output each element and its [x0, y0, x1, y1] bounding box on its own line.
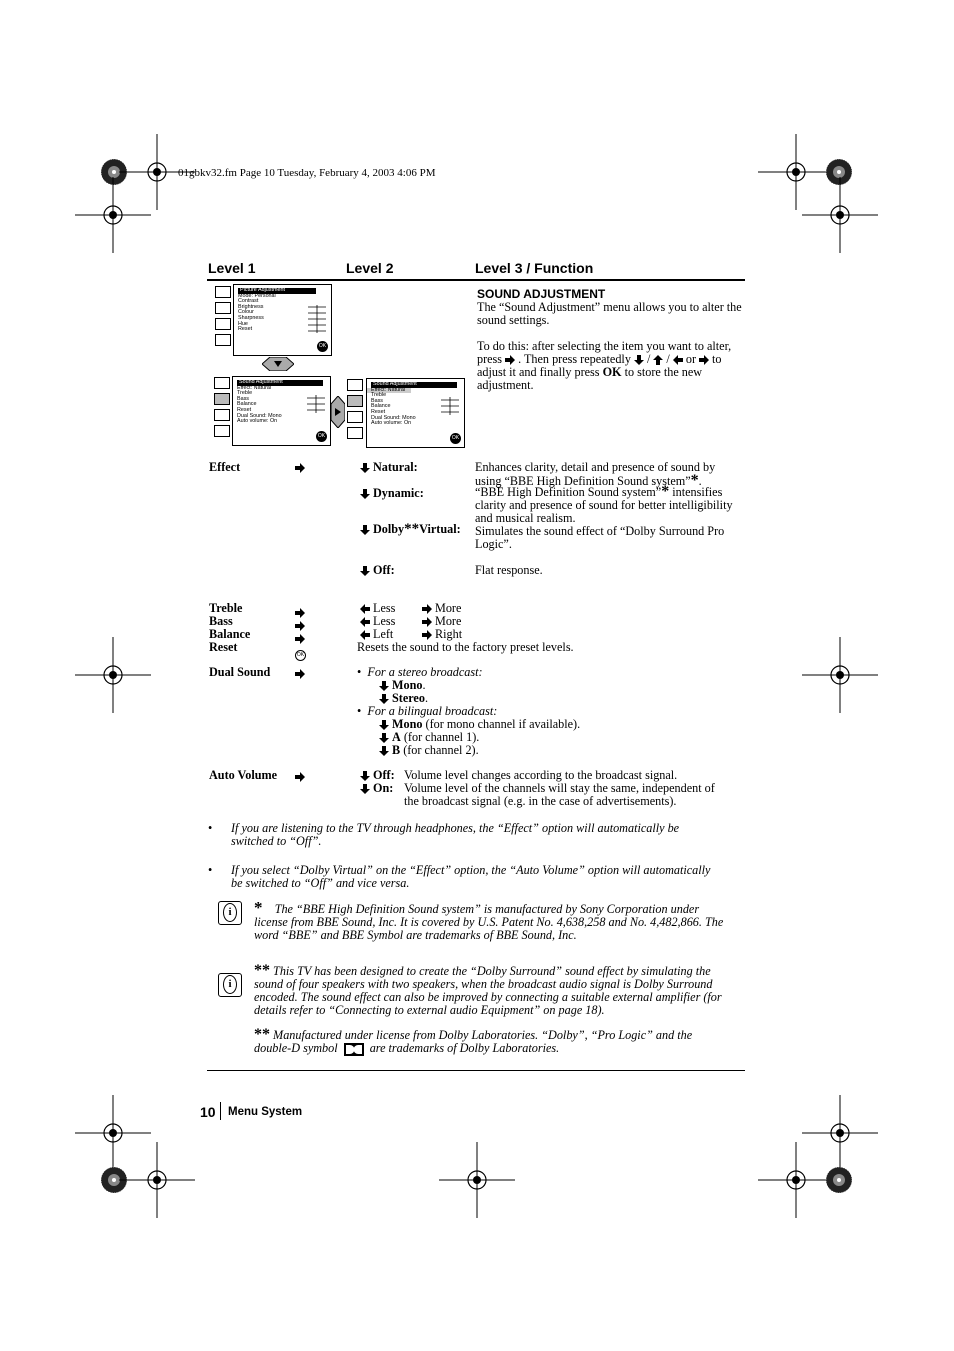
note-dolby-virtual: • If you select “Dolby Virtual” on the “Effect” option, the “Auto Volume” option will automatically be switched to “Off” and vice versa.: [208, 863, 711, 890]
effect-dolby-desc: Simulates the sound effect of “Dolby Surround Pro Logic”.: [475, 524, 725, 551]
screen-item: Sharpness: [238, 314, 264, 321]
screen-item: Dual Sound: Mono: [371, 414, 416, 421]
right-arrow-icon: [295, 463, 305, 473]
instructions-line: To do this: after selecting the item you want to alter,: [477, 339, 732, 353]
effect-dynamic-desc: “BBE High Definition Sound system”* intensifies clarity and presence of sound for better intelligibility and musical realism.: [475, 483, 733, 525]
down-arrow-icon: [360, 566, 370, 576]
screen-item: Effect: Natural: [237, 384, 272, 391]
down-arrow-icon: [360, 525, 370, 535]
screen-item: Auto volume: On: [237, 418, 278, 425]
screen-item: Balance: [371, 403, 391, 410]
dual-sound-options: • For a stereo broadcast: Mono. Stereo. • For a bilingual broadcast: Mono (for mono channel if available). A (for channel 1). B (for channel 2).: [357, 665, 581, 757]
screen-item: Contrast: [238, 298, 259, 305]
screen-item: Bass: [371, 397, 383, 404]
auto-volume-off: Off:: [360, 769, 395, 782]
header-rule: [207, 279, 745, 281]
section-name: Menu System: [228, 1106, 303, 1118]
file-header: 01gbkv32.fm Page 10 Tuesday, February 4, 2003 4:06 PM: [178, 167, 436, 179]
right-arrow-icon: [422, 630, 432, 640]
down-arrow-icon: [379, 746, 389, 756]
down-arrow-icon: [360, 784, 370, 794]
footnote-dolby: ** This TV has been designed to create the “Dolby Surround” sound effect by simulating the sound of four speakers with two speakers, when the broadcast audio signal is Dolby Surround encoded. The sound effect can also be improved by connecting a suitable external amplifier (for details refer to “Connecting to external audio Equipment” on page 18).: [254, 962, 722, 1017]
instructions-line: adjust it and finally press OK to store the new: [477, 365, 703, 379]
dolby-double-d-icon: [344, 1043, 364, 1056]
slider-graphics: [441, 397, 461, 417]
screen-item: Effect: Natural: [367, 388, 411, 394]
screen-item: Reset: [238, 326, 253, 333]
screen-item: Auto volume: On: [371, 420, 412, 427]
right-arrow-icon: [505, 355, 515, 365]
screen-title: Picture Adjustment: [238, 288, 316, 294]
screen-item: Bass: [237, 395, 249, 402]
section-heading: SOUND ADJUSTMENT: [477, 287, 606, 301]
info-icon: i: [218, 901, 242, 925]
adjust-left: Less Less Left: [360, 602, 395, 641]
screen-item: Treble: [237, 390, 253, 397]
footnote-bbe: * The “BBE High Definition Sound system” is manufactured by Sony Corporation under license from BBE Sound, Inc. It is covered by U.S. Patent No. 4,638,258 and No. 4,482,866. The word “BBE” and BBE Symbol are trademarks of BBE Sound, Inc.: [254, 898, 724, 942]
down-arrow-icon: [360, 489, 370, 499]
adjust-labels: Treble Bass Balance Reset: [209, 601, 251, 654]
ok-button-icon: OK: [450, 433, 461, 444]
screen-item: Brightness: [238, 303, 264, 310]
effect-dolby: Dolby**Virtual:: [360, 523, 461, 536]
screen-item: Balance: [237, 401, 257, 408]
sound-adjustment-screen: [232, 376, 331, 446]
screen-title: Sound Adjustment: [237, 380, 323, 386]
effect-natural: Natural:: [360, 461, 418, 474]
screen-item: Colour: [238, 309, 254, 316]
note-headphones: • If you are listening to the TV through headphones, the “Effect” option will automatically be switched to “Off”.: [208, 821, 680, 848]
screen-item: Mode: Personal: [238, 292, 276, 299]
footer-rule: [207, 1070, 745, 1071]
instructions-line: adjustment.: [477, 378, 534, 392]
auto-volume-label: Auto Volume: [209, 768, 278, 782]
ok-button-icon: OK: [316, 431, 327, 442]
reset-desc: Resets the sound to the factory preset levels.: [357, 640, 574, 654]
level1-header: Level 1: [208, 260, 256, 276]
left-arrow-icon: [360, 604, 370, 614]
right-arrow-icon: [295, 669, 305, 679]
instructions-line: press . Then press repeatedly / / or to: [477, 352, 722, 366]
slider-graphics: [307, 395, 327, 415]
page-number: 10: [200, 1104, 216, 1120]
slider-graphics: [308, 305, 328, 335]
ok-button-icon: OK: [295, 650, 306, 661]
effect-off-desc: Flat response.: [475, 563, 543, 577]
effect-off: Off:: [360, 564, 395, 577]
left-arrow-icon: [360, 617, 370, 627]
screen-item: Dual Sound: Mono: [237, 412, 282, 419]
right-button-icon: [331, 396, 345, 428]
down-arrow-icon: [379, 681, 389, 691]
footnote-license: ** Manufactured under license from Dolby Laboratories. “Dolby”, “Pro Logic” and the double-D symbol are trademarks of Dolby Laboratories.: [254, 1026, 693, 1055]
right-arrow-icon: [295, 772, 305, 782]
screen-item: Reset: [237, 406, 252, 413]
effect-label: Effect: [209, 460, 241, 474]
dual-sound-label: Dual Sound: [209, 665, 271, 679]
right-arrow-icon: [422, 617, 432, 627]
effect-dynamic: Dynamic:: [360, 487, 424, 500]
auto-volume-on: On:: [360, 782, 393, 795]
ok-button-icon: OK: [317, 341, 328, 352]
menu-icons-1: [215, 286, 231, 350]
screen-title: Sound Adjustment: [371, 382, 457, 388]
down-arrow-icon: [379, 720, 389, 730]
menu-icons-3: [347, 379, 363, 443]
screen-item: Hue: [238, 320, 248, 327]
down-arrow-icon: [379, 733, 389, 743]
footer-divider: [220, 1102, 221, 1120]
screen-item: Reset: [371, 408, 386, 415]
down-arrow-icon: [379, 694, 389, 704]
level2-header: Level 2: [346, 260, 394, 276]
screen-item: Treble: [371, 392, 387, 399]
picture-adjustment-screen: [233, 284, 332, 356]
level3-header: Level 3 / Function: [475, 260, 594, 276]
auto-volume-off-desc: Volume level changes according to the broadcast signal.: [404, 768, 678, 782]
intro-paragraph: The “Sound Adjustment” menu allows you to alter the sound settings.: [477, 300, 742, 327]
left-arrow-icon: [673, 355, 683, 365]
menu-icons-2: [214, 377, 230, 441]
intro-section: [477, 288, 747, 392]
info-icon: i: [218, 973, 242, 997]
sound-adjustment-screen-2: [366, 378, 465, 448]
down-arrow-icon: [360, 463, 370, 473]
down-button-icon: [262, 357, 294, 371]
down-arrow-icon: [634, 355, 644, 365]
right-arrow-icon: [422, 604, 432, 614]
auto-volume-on-desc: Volume level of the channels will stay the same, independent of the broadcast signal (e.g. in the case of advertisements).: [404, 781, 715, 808]
adjust-right: More More Right: [422, 602, 462, 641]
effect-natural-desc: Enhances clarity, detail and presence of sound by using “BBE High Definition Sound system”*.: [475, 460, 716, 489]
right-arrow-icon: [699, 355, 709, 365]
adjust-arrows: [295, 604, 308, 656]
up-arrow-icon: [653, 355, 663, 365]
down-arrow-icon: [360, 771, 370, 781]
left-arrow-icon: [360, 630, 370, 640]
